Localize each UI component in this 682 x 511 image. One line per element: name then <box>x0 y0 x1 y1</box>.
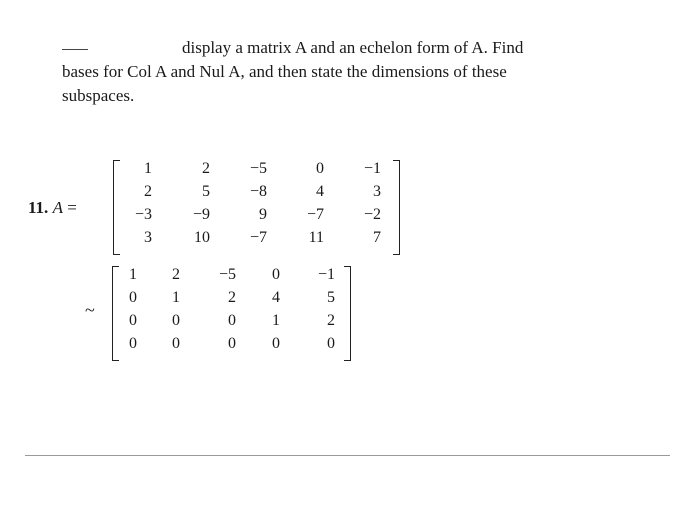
matrix-a-cell: 3 <box>373 183 381 200</box>
matrix-a-cell: 0 <box>316 160 324 177</box>
echelon-cell: 2 <box>228 289 236 306</box>
echelon-cell: 4 <box>272 289 280 306</box>
row-equivalence-symbol: ~ <box>85 300 95 320</box>
echelon-cell: 0 <box>272 266 280 283</box>
echelon-cell: 0 <box>129 335 137 352</box>
matrix-a-cell: 3 <box>144 229 152 246</box>
matrix-variable: A <box>52 198 63 217</box>
echelon-cell: 0 <box>129 312 137 329</box>
matrix-a-cell: 7 <box>373 229 381 246</box>
problem-number: 11. <box>28 198 49 217</box>
echelon-cell: 0 <box>272 335 280 352</box>
echelon-cell: 0 <box>228 335 236 352</box>
matrix-a-cell: 1 <box>144 160 152 177</box>
matrix-a-cell: −7 <box>306 206 324 223</box>
echelon-cell: 5 <box>327 289 335 306</box>
instruction-line-3: subspaces. <box>62 86 135 105</box>
equals-sign: = <box>67 198 77 217</box>
matrix-a-cell: −7 <box>249 229 267 246</box>
echelon-cell: −5 <box>218 266 236 283</box>
echelon-cell: 0 <box>172 312 180 329</box>
echelon-cell: −1 <box>317 266 335 283</box>
matrix-a-cell: −3 <box>134 206 152 223</box>
matrix-a-cell: −2 <box>363 206 381 223</box>
matrix-a-cell: 9 <box>259 206 267 223</box>
instruction-line-2: bases for Col A and Nul A, and then state the dimensions of these <box>62 62 507 81</box>
matrix-a-cell: 5 <box>202 183 210 200</box>
echelon-cell: 2 <box>327 312 335 329</box>
matrix-a-cell: 4 <box>316 183 324 200</box>
echelon-cell: 0 <box>129 289 137 306</box>
echelon-cell: 2 <box>172 266 180 283</box>
matrix-a-cell: −9 <box>192 206 210 223</box>
echelon-cell: 0 <box>172 335 180 352</box>
echelon-cell: 1 <box>129 266 137 283</box>
matrix-a-cell: 2 <box>144 183 152 200</box>
echelon-cell: 0 <box>327 335 335 352</box>
matrix-a-cell: −5 <box>249 160 267 177</box>
echelon-cell: 1 <box>272 312 280 329</box>
matrix-a-cell: 2 <box>202 160 210 177</box>
matrix-a-cell: −1 <box>363 160 381 177</box>
matrix-a-cell: 11 <box>308 229 324 246</box>
matrix-a-cell: 10 <box>194 229 210 246</box>
echelon-cell: 1 <box>172 289 180 306</box>
instruction-line-1-text: display a matrix A and an echelon form of A. Find <box>182 38 524 57</box>
page-divider <box>25 455 670 456</box>
echelon-cell: 0 <box>228 312 236 329</box>
matrix-a-cell: −8 <box>249 183 267 200</box>
echelon-right-bracket <box>344 266 351 361</box>
